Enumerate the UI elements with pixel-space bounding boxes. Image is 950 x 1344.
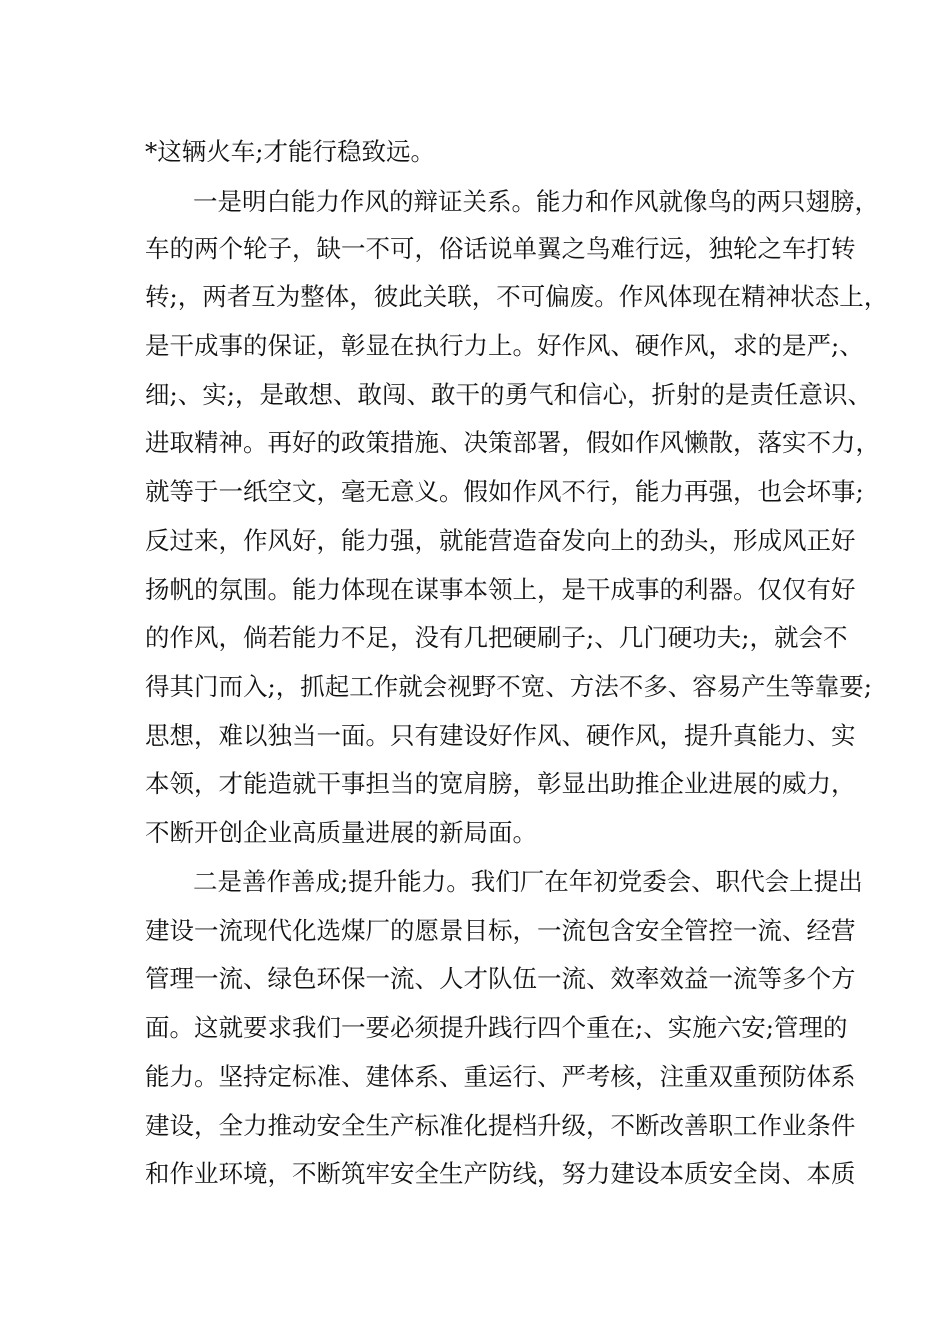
text-line: 能力。坚持定标准、建体系、重运行、严考核，注重双重预防体系 [145,1062,856,1091]
text-line: 转;，两者互为整体，彼此关联，不可偏废。作风体现在精神状态上， [145,282,889,311]
text-line: 本领，才能造就干事担当的宽肩膀，彰显出助推企业进展的威力， [145,769,856,798]
text-line: 建设一流现代化选煤厂的愿景目标，一流包含安全管控一流、经营 [145,916,856,945]
text-line: 扬帆的氛围。能力体现在谋事本领上，是干成事的利器。仅仅有好 [145,575,856,604]
text-line: 和作业环境，不断筑牢安全生产防线，努力建设本质安全岗、本质 [145,1159,856,1188]
text-line: *这辆火车;才能行稳致远。 [145,137,436,166]
paragraph-first-line: 一是明白能力作风的辩证关系。能力和作风就像鸟的两只翅膀， [193,187,879,216]
text-line: 建设，全力推动安全生产标准化提档升级，不断改善职工作业条件 [145,1111,856,1140]
text-line: 就等于一纸空文，毫无意义。假如作风不行，能力再强，也会坏事; [145,477,864,506]
text-line: 得其门而入;，抓起工作就会视野不宽、方法不多、容易产生等靠要; [145,672,873,701]
text-line: 细;、实;，是敢想、敢闯、敢干的勇气和信心，折射的是责任意识、 [145,380,873,409]
text-line: 不断开创企业高质量进展的新局面。 [145,818,537,847]
text-line: 是干成事的保证，彰显在执行力上。好作风、硬作风，求的是严;、 [145,331,864,360]
text-line: 思想，难以独当一面。只有建设好作风、硬作风，提升真能力、实 [145,721,856,750]
text-line: 管理一流、绿色环保一流、人才队伍一流、效率效益一流等多个方 [145,964,856,993]
text-line: 面。这就要求我们一要必须提升践行四个重在;、实施六安;管理的 [145,1013,848,1042]
text-line: 进取精神。再好的政策措施、决策部署，假如作风懒散，落实不力， [145,428,880,457]
paragraph-first-line: 二是善作善成;提升能力。我们厂在年初党委会、职代会上提出 [193,867,863,896]
text-line: 反过来，作风好，能力强，就能营造奋发向上的劲头，形成风正好 [145,526,856,555]
text-line: 的作风，倘若能力不足，没有几把硬刷子;、几门硬功夫;，就会不 [145,623,848,652]
text-line: 车的两个轮子，缺一不可，俗话说单翼之鸟难行远，独轮之车打转 [145,234,856,263]
